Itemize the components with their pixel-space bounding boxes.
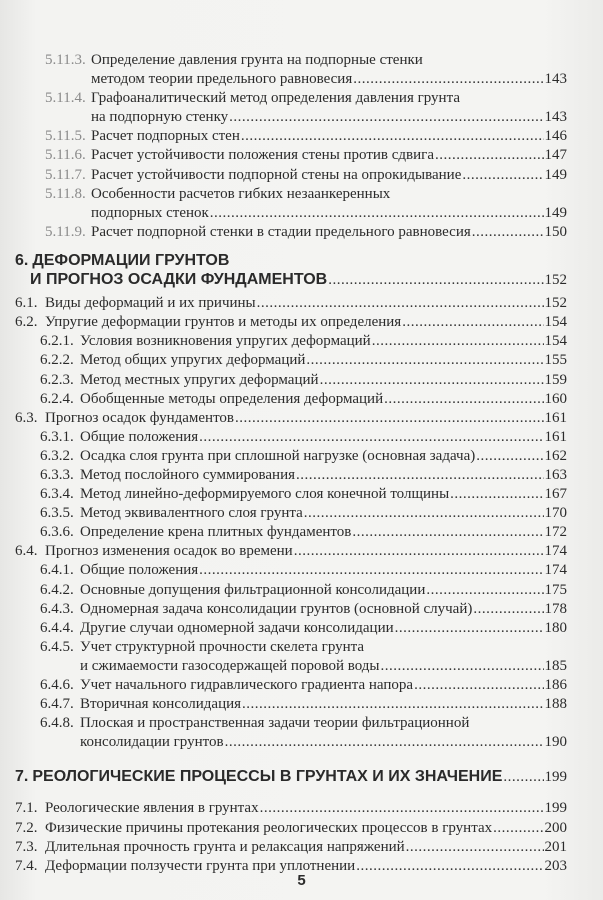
toc-line [0,767,603,786]
entry-page: 180 [544,619,567,636]
toc-line [0,70,603,89]
toc-entry [0,89,603,127]
toc-entry [0,428,603,447]
entry-title: Учет начального гидравлического градиента напора [80,677,414,693]
toc-entry [0,466,603,485]
entry-page: 175 [544,581,567,598]
entry-title: Особенности расчетов гибких незаанкеренных [91,185,391,202]
entry-page: 160 [544,390,567,407]
toc-entry [0,619,603,638]
entry-number: 5.11.8. [45,185,86,202]
toc-line [0,504,603,523]
toc-line [0,371,603,390]
entry-title: Определение крена плитных фундаментов [80,524,352,541]
table-of-contents [0,51,603,876]
entry-title: Виды деформаций и их причины [45,295,256,312]
toc-line [0,127,603,146]
entry-number: 6.1. [15,295,38,312]
entry-title: Осадка слоя грунта при сплошной нагрузке (основная задача) [80,447,476,464]
dot-leader [450,485,543,504]
toc-line [0,657,603,676]
entry-number: 7.1. [15,800,38,817]
dot-leader [229,108,543,127]
entry-title: РЕОЛОГИЧЕСКИЕ ПРОЦЕССЫ В ГРУНТАХ И ИХ ЗНАЧЕНИЕ [32,768,503,786]
entry-number: 6.4.8. [40,715,74,732]
toc-entry [0,695,603,714]
entry-page: 155 [544,352,567,369]
entry-title: ДЕФОРМАЦИИ ГРУНТОВ [32,251,230,269]
toc-line [0,638,603,657]
toc-entry [0,146,603,165]
toc-line [0,733,603,752]
toc-line [0,185,603,204]
toc-entry [0,581,603,600]
entry-number: 6.2. [15,314,38,331]
toc-line [0,485,603,504]
toc-entry [0,166,603,185]
toc-line [0,204,603,223]
toc-line [0,89,603,108]
dot-leader [472,223,544,242]
toc-line [0,51,603,70]
toc-line [0,676,603,695]
entry-title: Другие случаи одномерной задачи консолидации [80,619,394,636]
entry-page: 186 [544,677,567,693]
entry-number: 7.4. [15,857,38,874]
entry-number: 6.3.5. [40,505,74,522]
dot-leader [435,146,544,165]
toc-line [0,223,603,242]
entry-title: подпорных стенок [91,204,209,221]
dot-leader [199,561,543,580]
toc-entry [0,251,603,289]
dot-leader [473,600,543,619]
entry-page: 199 [544,769,567,786]
entry-title: Общие положения [80,428,199,445]
entry-page: 172 [544,524,567,541]
entry-page: 147 [544,147,567,164]
toc-entry [0,313,603,332]
entry-page: 174 [544,543,567,560]
entry-title: Метод местных упругих деформаций [80,371,319,388]
entry-page: 190 [544,734,567,751]
toc-line [0,695,603,714]
entry-page: 178 [544,600,567,617]
toc-entry [0,185,603,223]
toc-line [0,466,603,485]
entry-page: 161 [544,409,567,426]
toc-line [0,819,603,838]
entry-number: 6.2.3. [40,371,74,388]
entry-title: Графоаналитический метод определения давления грунта [91,90,460,107]
entry-title: Расчет устойчивости подпорной стены на опрокидывание [91,166,462,183]
toc-entry [0,294,603,313]
entry-title: Обобщенные методы определения деформаций [80,390,384,407]
entry-page: 199 [544,800,567,817]
toc-entry [0,504,603,523]
entry-title: Вторичная консолидация [80,696,242,713]
toc-entry [0,542,603,561]
toc-entry [0,447,603,466]
toc-entry [0,838,603,857]
toc-line [0,251,603,270]
entry-title: методом теории предельного равновесия [91,71,353,88]
entry-page: 159 [544,371,567,388]
toc-line [0,146,603,165]
entry-title: Деформации ползучести грунта при уплотнении [45,857,356,874]
entry-number: 5.11.7. [45,166,86,183]
dot-leader [380,657,543,676]
entry-number: 6.4.4. [40,619,74,636]
dot-leader [372,332,544,351]
entry-page: 143 [544,109,567,126]
dot-leader [503,768,543,787]
entry-number: 6.4.2. [40,581,74,598]
entry-page: 152 [544,295,567,312]
toc-line [0,542,603,561]
dot-leader [260,799,544,818]
dot-leader [241,127,544,146]
dot-leader [493,819,543,838]
entry-number: 6.4.5. [40,638,74,655]
entry-title: Метод общих упругих деформаций [80,352,306,369]
toc-entry [0,523,603,542]
dot-leader [414,676,543,695]
entry-page: 188 [544,696,567,713]
toc-line [0,561,603,580]
entry-page: 201 [544,838,567,855]
toc-entry [0,371,603,390]
dot-leader [395,619,544,638]
toc-entry [0,223,603,242]
entry-title: Условия возникновения упругих деформаций [80,333,371,350]
entry-page: 167 [544,486,567,503]
dot-leader [242,695,543,714]
entry-page: 149 [544,166,567,183]
entry-title: Прогноз изменения осадок во времени [45,543,293,560]
toc-line [0,838,603,857]
entry-title: Определение давления грунта на подпорные стенки [91,52,423,68]
entry-number: 6.4.1. [40,562,74,579]
dot-leader [384,390,543,409]
entry-title: Плоская и пространственная задачи теории фильтрационной [80,715,470,732]
toc-entry [0,767,603,786]
toc-line [0,447,603,466]
toc-line [0,428,603,447]
dot-leader [306,351,543,370]
entry-title: на подпорную стенку [91,109,229,126]
dot-leader [320,371,544,390]
dot-leader [353,70,543,89]
dot-leader [328,271,543,290]
entry-page: 174 [544,562,567,579]
entry-title: Упругие деформации грунтов и методы их определения [45,314,402,331]
entry-number: 5.11.3. [45,52,86,68]
toc-line [0,799,603,818]
entry-title: Расчет подпорных стен [91,128,240,145]
entry-page: 162 [544,447,567,464]
entry-title: Расчет подпорной стенки в стадии предельного равновесия [91,223,471,240]
toc-entry [0,561,603,580]
toc-line [0,166,603,185]
dot-leader [426,581,543,600]
entry-title: И ПРОГНОЗ ОСАДКИ ФУНДАМЕНТОВ [30,271,328,289]
toc-entry [0,638,603,676]
entry-page: 163 [544,466,567,483]
dot-leader [402,313,543,332]
dot-leader [210,204,544,223]
entry-page: 154 [544,333,567,350]
entry-page: 161 [544,428,567,445]
toc-line [0,619,603,638]
entry-number: 6. [15,251,29,269]
dot-leader [296,466,543,485]
dot-leader [476,447,543,466]
dot-leader [406,838,544,857]
entry-page: 200 [544,819,567,836]
entry-title: консолидации грунтов [80,734,224,751]
entry-title: Одномерная задача консолидации грунтов (основной случай) [80,600,473,617]
toc-line [0,351,603,370]
entry-number: 6.3. [15,409,38,426]
toc-entry [0,390,603,409]
entry-number: 6.3.3. [40,466,74,483]
entry-page: 170 [544,505,567,522]
toc-entry [0,819,603,838]
toc-entry [0,332,603,351]
toc-line [0,600,603,619]
entry-number: 6.3.4. [40,486,74,503]
entry-title: Основные допущения фильтрационной консолидации [80,581,426,598]
entry-number: 6.3.2. [40,447,74,464]
toc-entry [0,409,603,428]
toc-entry [0,799,603,818]
entry-page: 143 [544,71,567,88]
toc-line [0,108,603,127]
toc-entry [0,485,603,504]
toc-line [0,390,603,409]
entry-page: 150 [544,223,567,240]
entry-title: Метод послойного суммирования [80,466,296,483]
entry-title: Длительная прочность грунта и релаксация напряжений [45,838,405,855]
entry-number: 6.4.7. [40,696,74,713]
entry-number: 5.11.5. [45,128,86,145]
entry-page: 203 [544,857,567,874]
toc-entry [0,351,603,370]
entry-page: 146 [544,128,567,145]
entry-number: 7.3. [15,838,38,855]
entry-title: Учет структурной прочности скелета грунта [80,638,365,655]
entry-number: 7.2. [15,819,38,836]
entry-number: 6.2.1. [40,333,74,350]
entry-number: 6.2.4. [40,390,74,407]
entry-title: Реологические явления в грунтах [45,800,259,817]
toc-line [0,313,603,332]
entry-title: Расчет устойчивости положения стены против сдвига [91,147,434,164]
toc-line [0,714,603,733]
entry-number: 6.4. [15,543,38,560]
dot-leader [462,166,543,185]
dot-leader [257,294,544,313]
entry-number: 5.11.4. [45,90,86,107]
dot-leader [225,733,544,752]
toc-line [0,581,603,600]
toc-entry [0,600,603,619]
dot-leader [304,504,544,523]
entry-title: и сжимаемости газосодержащей поровой воды [80,657,380,674]
entry-number: 6.4.6. [40,677,74,693]
dot-leader [235,409,543,428]
toc-line [0,294,603,313]
entry-page: 152 [544,272,567,289]
toc-entry [0,676,603,695]
toc-line [0,332,603,351]
entry-number: 6.2.2. [40,352,74,369]
dot-leader [352,523,543,542]
toc-entry [0,127,603,146]
entry-number: 6.3.6. [40,524,74,541]
entry-page: 149 [544,204,567,221]
toc-entry [0,51,603,89]
dot-leader [294,542,544,561]
entry-title: Общие положения [80,562,199,579]
entry-number: 6.4.3. [40,600,74,617]
entry-title: Метод линейно-деформируемого слоя конечной толщины [80,486,450,503]
entry-page: 154 [544,314,567,331]
page-number: 5 [297,872,306,889]
entry-number: 7. [15,768,29,786]
toc-line [0,523,603,542]
entry-title: Физические причины протекания реологических процессов в грунтах [45,819,493,836]
entry-number: 6.3.1. [40,428,74,445]
entry-title: Прогноз осадок фундаментов [45,409,235,426]
toc-line [0,409,603,428]
toc-line [0,270,603,289]
entry-number: 5.11.6. [45,147,86,164]
entry-number: 5.11.9. [45,223,86,240]
toc-entry [0,714,603,752]
entry-page: 185 [544,657,567,674]
entry-title: Метод эквивалентного слоя грунта [80,505,303,522]
dot-leader [199,428,543,447]
